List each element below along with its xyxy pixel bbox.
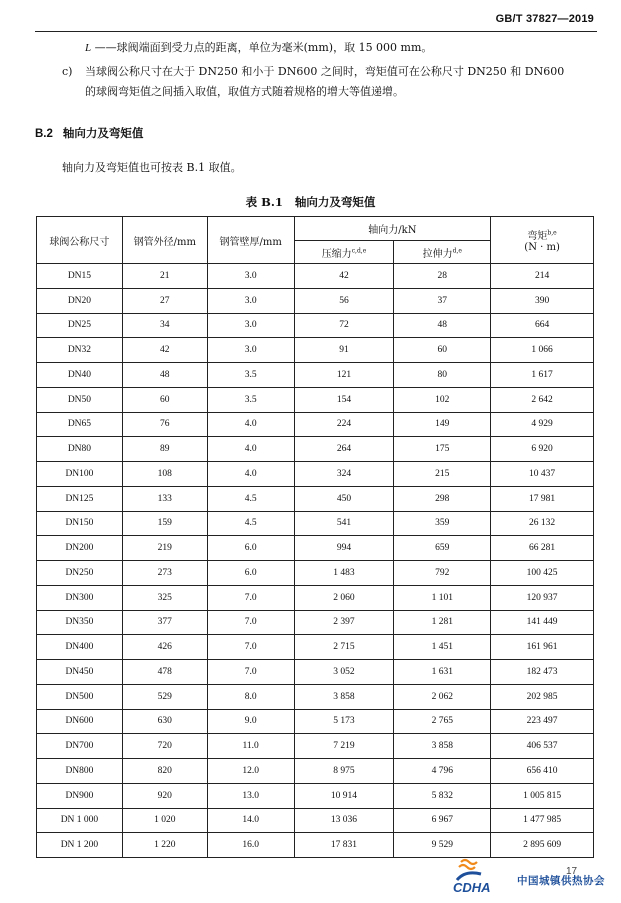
cell-od: 377 bbox=[122, 610, 207, 635]
cell-moment: 10 437 bbox=[491, 462, 594, 487]
cell-od: 720 bbox=[122, 734, 207, 759]
table-row bbox=[37, 338, 594, 363]
cell-od: 478 bbox=[122, 660, 207, 685]
logo-abbr: CDHA bbox=[453, 880, 491, 895]
cell-wall: 4.0 bbox=[207, 437, 294, 462]
cell-wall: 3.0 bbox=[207, 313, 294, 338]
cell-wall: 7.0 bbox=[207, 585, 294, 610]
cell-size: DN300 bbox=[37, 585, 123, 610]
cell-size: DN250 bbox=[37, 561, 123, 586]
cell-compress: 10 914 bbox=[294, 783, 394, 808]
cell-moment: 1 066 bbox=[491, 338, 594, 363]
cell-moment: 141 449 bbox=[491, 610, 594, 635]
cell-compress: 56 bbox=[294, 288, 394, 313]
item-c-line2: 的球阀弯矩值之间插入取值，取值方式随着规格的增大等值递增。 bbox=[85, 85, 404, 98]
cell-tension: 3 858 bbox=[394, 734, 491, 759]
table-row bbox=[37, 635, 594, 660]
table-row bbox=[37, 808, 594, 833]
cell-moment: 656 410 bbox=[491, 759, 594, 784]
cell-wall: 7.0 bbox=[207, 635, 294, 660]
cell-compress: 17 831 bbox=[294, 833, 394, 858]
cell-size: DN20 bbox=[37, 288, 123, 313]
cell-wall: 7.0 bbox=[207, 660, 294, 685]
cell-tension: 298 bbox=[394, 486, 491, 511]
cell-compress: 5 173 bbox=[294, 709, 394, 734]
cell-od: 426 bbox=[122, 635, 207, 660]
header-moment-sup: b,e bbox=[547, 229, 557, 237]
table-row bbox=[37, 759, 594, 784]
intro-text: 轴向力及弯矩值也可按表 B.1 取值。 bbox=[62, 161, 242, 174]
table-row bbox=[37, 585, 594, 610]
cell-compress: 324 bbox=[294, 462, 394, 487]
cell-od: 60 bbox=[122, 387, 207, 412]
header-od: 钢管外径/mm bbox=[122, 217, 207, 264]
table-row bbox=[37, 313, 594, 338]
table-row bbox=[37, 684, 594, 709]
cell-od: 48 bbox=[122, 363, 207, 388]
cell-moment: 100 425 bbox=[491, 561, 594, 586]
cell-od: 1 020 bbox=[122, 808, 207, 833]
cell-compress: 2 715 bbox=[294, 635, 394, 660]
cell-tension: 2 062 bbox=[394, 684, 491, 709]
header-moment-label: 弯矩 bbox=[527, 231, 548, 242]
item-c-line1: 当球阀公称尺寸在大于 DN250 和小于 DN600 之间时，弯矩值可在公称尺寸 DN250 和 DN600 bbox=[85, 65, 565, 78]
cell-moment: 223 497 bbox=[491, 709, 594, 734]
cell-od: 42 bbox=[122, 338, 207, 363]
cell-tension: 792 bbox=[394, 561, 491, 586]
cell-tension: 80 bbox=[394, 363, 491, 388]
cell-moment: 2 642 bbox=[491, 387, 594, 412]
note-L-text: ——球阀端面到受力点的距离，单位为毫米(mm)，取 15 000 mm。 bbox=[94, 41, 433, 54]
cell-tension: 4 796 bbox=[394, 759, 491, 784]
cell-od: 630 bbox=[122, 709, 207, 734]
cell-compress: 8 975 bbox=[294, 759, 394, 784]
table-row bbox=[37, 734, 594, 759]
cell-moment: 214 bbox=[491, 264, 594, 289]
cell-size: DN 1 200 bbox=[37, 833, 123, 858]
cell-tension: 6 967 bbox=[394, 808, 491, 833]
section-heading bbox=[35, 125, 143, 141]
cell-size: DN32 bbox=[37, 338, 123, 363]
cell-tension: 659 bbox=[394, 536, 491, 561]
cell-tension: 359 bbox=[394, 511, 491, 536]
table-row bbox=[37, 709, 594, 734]
cell-size: DN150 bbox=[37, 511, 123, 536]
cell-compress: 264 bbox=[294, 437, 394, 462]
cell-compress: 13 036 bbox=[294, 808, 394, 833]
force-moment-table bbox=[36, 216, 594, 858]
table-row bbox=[37, 536, 594, 561]
cell-compress: 42 bbox=[294, 264, 394, 289]
cell-tension: 37 bbox=[394, 288, 491, 313]
table-title: 轴向力及弯矩值 bbox=[294, 195, 376, 209]
cell-wall: 6.0 bbox=[207, 561, 294, 586]
cell-size: DN700 bbox=[37, 734, 123, 759]
table-caption bbox=[0, 194, 621, 210]
cell-size: DN100 bbox=[37, 462, 123, 487]
cell-size: DN15 bbox=[37, 264, 123, 289]
header-divider bbox=[35, 31, 597, 32]
cell-compress: 1 483 bbox=[294, 561, 394, 586]
cell-moment: 406 537 bbox=[491, 734, 594, 759]
cell-tension: 60 bbox=[394, 338, 491, 363]
standard-number: GB/T 37827—2019 bbox=[495, 13, 594, 25]
cell-wall: 8.0 bbox=[207, 684, 294, 709]
cell-moment: 1 617 bbox=[491, 363, 594, 388]
cell-size: DN 1 000 bbox=[37, 808, 123, 833]
table-row bbox=[37, 833, 594, 858]
cell-od: 529 bbox=[122, 684, 207, 709]
cell-size: DN800 bbox=[37, 759, 123, 784]
cell-size: DN25 bbox=[37, 313, 123, 338]
cdha-logo-icon bbox=[451, 858, 513, 898]
cell-size: DN600 bbox=[37, 709, 123, 734]
cell-compress: 541 bbox=[294, 511, 394, 536]
cell-moment: 26 132 bbox=[491, 511, 594, 536]
cell-wall: 16.0 bbox=[207, 833, 294, 858]
cell-wall: 13.0 bbox=[207, 783, 294, 808]
header-moment-unit: (N · m) bbox=[524, 242, 560, 253]
cell-moment: 202 985 bbox=[491, 684, 594, 709]
cell-wall: 3.5 bbox=[207, 363, 294, 388]
cell-od: 108 bbox=[122, 462, 207, 487]
cell-od: 219 bbox=[122, 536, 207, 561]
cell-wall: 4.0 bbox=[207, 412, 294, 437]
cell-moment: 120 937 bbox=[491, 585, 594, 610]
table-row bbox=[37, 486, 594, 511]
cell-wall: 3.0 bbox=[207, 338, 294, 363]
cell-size: DN65 bbox=[37, 412, 123, 437]
table-row bbox=[37, 660, 594, 685]
cell-od: 325 bbox=[122, 585, 207, 610]
note-L-symbol: L bbox=[85, 42, 92, 54]
table-row bbox=[37, 437, 594, 462]
cell-wall: 7.0 bbox=[207, 610, 294, 635]
cell-tension: 149 bbox=[394, 412, 491, 437]
cell-od: 89 bbox=[122, 437, 207, 462]
cell-compress: 121 bbox=[294, 363, 394, 388]
cell-tension: 1 631 bbox=[394, 660, 491, 685]
cell-tension: 102 bbox=[394, 387, 491, 412]
cell-od: 920 bbox=[122, 783, 207, 808]
table-body bbox=[37, 264, 594, 858]
cell-moment: 6 920 bbox=[491, 437, 594, 462]
cell-compress: 91 bbox=[294, 338, 394, 363]
note-L bbox=[85, 40, 432, 56]
cell-od: 27 bbox=[122, 288, 207, 313]
cell-moment: 66 281 bbox=[491, 536, 594, 561]
table-row bbox=[37, 462, 594, 487]
cell-od: 133 bbox=[122, 486, 207, 511]
cell-tension: 28 bbox=[394, 264, 491, 289]
cell-size: DN40 bbox=[37, 363, 123, 388]
header-compress-sup: c,d,e bbox=[351, 247, 367, 255]
cell-wall: 3.0 bbox=[207, 288, 294, 313]
cell-size: DN125 bbox=[37, 486, 123, 511]
cell-od: 34 bbox=[122, 313, 207, 338]
cell-compress: 2 397 bbox=[294, 610, 394, 635]
cell-size: DN350 bbox=[37, 610, 123, 635]
table-row bbox=[37, 610, 594, 635]
cell-moment: 182 473 bbox=[491, 660, 594, 685]
cell-compress: 7 219 bbox=[294, 734, 394, 759]
cell-compress: 3 052 bbox=[294, 660, 394, 685]
cell-tension: 1 281 bbox=[394, 610, 491, 635]
table-row bbox=[37, 561, 594, 586]
cell-compress: 2 060 bbox=[294, 585, 394, 610]
cell-tension: 2 765 bbox=[394, 709, 491, 734]
cell-tension: 9 529 bbox=[394, 833, 491, 858]
header-tension-label: 拉伸力 bbox=[422, 248, 453, 260]
cell-size: DN450 bbox=[37, 660, 123, 685]
cell-compress: 450 bbox=[294, 486, 394, 511]
cell-od: 273 bbox=[122, 561, 207, 586]
cell-moment: 390 bbox=[491, 288, 594, 313]
cell-wall: 4.5 bbox=[207, 486, 294, 511]
cell-compress: 3 858 bbox=[294, 684, 394, 709]
cell-tension: 5 832 bbox=[394, 783, 491, 808]
cell-size: DN200 bbox=[37, 536, 123, 561]
cell-od: 76 bbox=[122, 412, 207, 437]
table-row bbox=[37, 264, 594, 289]
cell-moment: 4 929 bbox=[491, 412, 594, 437]
cell-tension: 1 451 bbox=[394, 635, 491, 660]
cell-wall: 9.0 bbox=[207, 709, 294, 734]
cell-moment: 1 005 815 bbox=[491, 783, 594, 808]
header-axial: 轴向力/kN bbox=[294, 217, 491, 241]
table-number: 表 B.1 bbox=[245, 195, 283, 209]
header-size: 球阀公称尺寸 bbox=[37, 217, 123, 264]
table-row bbox=[37, 783, 594, 808]
header-compress-label: 压缩力 bbox=[321, 248, 352, 260]
table-row bbox=[37, 511, 594, 536]
item-c-label: c) bbox=[62, 65, 73, 78]
cell-size: DN400 bbox=[37, 635, 123, 660]
cell-od: 1 220 bbox=[122, 833, 207, 858]
cell-wall: 4.5 bbox=[207, 511, 294, 536]
cell-tension: 215 bbox=[394, 462, 491, 487]
cell-wall: 3.5 bbox=[207, 387, 294, 412]
cdha-logo bbox=[451, 858, 621, 898]
cell-size: DN50 bbox=[37, 387, 123, 412]
cell-tension: 48 bbox=[394, 313, 491, 338]
table-row bbox=[37, 387, 594, 412]
cell-moment: 2 895 609 bbox=[491, 833, 594, 858]
header-compress bbox=[294, 241, 394, 264]
header-wall: 钢管壁厚/mm bbox=[207, 217, 294, 264]
cell-size: DN500 bbox=[37, 684, 123, 709]
cell-od: 159 bbox=[122, 511, 207, 536]
cell-wall: 6.0 bbox=[207, 536, 294, 561]
cell-tension: 1 101 bbox=[394, 585, 491, 610]
cell-compress: 154 bbox=[294, 387, 394, 412]
header-tension bbox=[394, 241, 491, 264]
cell-wall: 4.0 bbox=[207, 462, 294, 487]
cell-compress: 72 bbox=[294, 313, 394, 338]
cell-moment: 161 961 bbox=[491, 635, 594, 660]
table-row bbox=[37, 363, 594, 388]
cell-od: 820 bbox=[122, 759, 207, 784]
cell-wall: 14.0 bbox=[207, 808, 294, 833]
cell-moment: 664 bbox=[491, 313, 594, 338]
header-moment bbox=[491, 217, 594, 264]
cell-wall: 3.0 bbox=[207, 264, 294, 289]
cell-tension: 175 bbox=[394, 437, 491, 462]
cell-od: 21 bbox=[122, 264, 207, 289]
logo-text: 中国城镇供热协会 bbox=[517, 875, 605, 887]
cell-compress: 224 bbox=[294, 412, 394, 437]
section-number: B.2 bbox=[35, 128, 53, 140]
page-number: 17 bbox=[566, 866, 578, 877]
header-tension-sup: d,e bbox=[452, 247, 462, 255]
cell-wall: 11.0 bbox=[207, 734, 294, 759]
cell-size: DN80 bbox=[37, 437, 123, 462]
section-title: 轴向力及弯矩值 bbox=[62, 126, 144, 140]
cell-moment: 17 981 bbox=[491, 486, 594, 511]
cell-moment: 1 477 985 bbox=[491, 808, 594, 833]
table-row bbox=[37, 288, 594, 313]
cell-compress: 994 bbox=[294, 536, 394, 561]
cell-size: DN900 bbox=[37, 783, 123, 808]
cell-wall: 12.0 bbox=[207, 759, 294, 784]
table-row bbox=[37, 412, 594, 437]
